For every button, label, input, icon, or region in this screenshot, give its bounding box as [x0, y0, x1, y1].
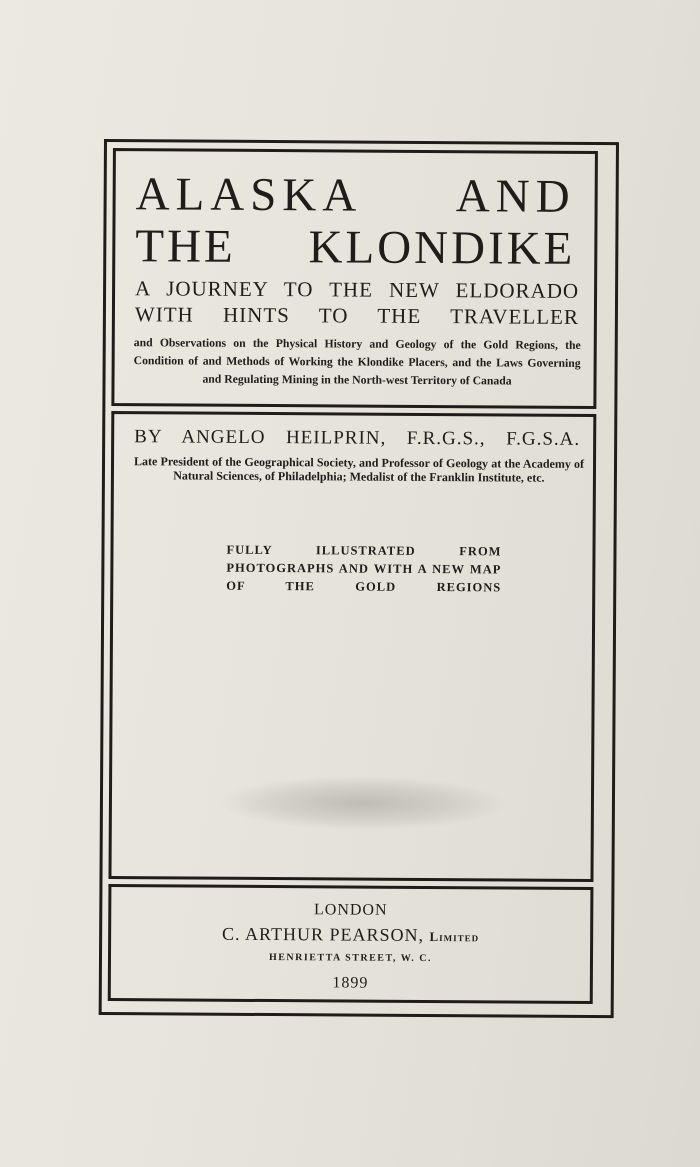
- author-description: Late President of the Geographical Society, and Professor of Geology at the Academy of Natural Sciences, of Philadelphia; Medalist of the Franklin Institute, etc.: [133, 454, 585, 485]
- imprint-address: HENRIETTA STREET, W. C.: [268, 952, 433, 965]
- subtitle-line-1: A JOURNEY TO THE NEW ELDORADO: [135, 276, 580, 303]
- publisher-suffix: Limited: [429, 929, 480, 945]
- author-panel: [108, 411, 596, 882]
- title-panel: [111, 148, 598, 409]
- book-title-line-2: THE KLONDIKE: [135, 220, 576, 275]
- observations-text: and Observations on the Physical History and Geology of the Gold Regions, the Condition of and Methods of Working the Klondike Placers, and the Laws Governing and Regulating Mining in the North-west Territory of Canada: [133, 336, 581, 388]
- imprint-panel: [108, 884, 594, 1004]
- imprint-city: LONDON: [313, 901, 388, 919]
- author-byline: BY ANGELO HEILPRIN, F.R.G.S., F.G.S.A.: [134, 426, 581, 450]
- subtitle-line-2: WITH HINTS TO THE TRAVELLER: [134, 302, 579, 329]
- paper-smudge: [217, 775, 507, 832]
- publisher-name: C. ARTHUR PEARSON,: [222, 923, 425, 945]
- imprint-year: 1899: [332, 974, 369, 992]
- title-page-frame: [99, 139, 619, 1018]
- book-title-line-1: ALASKA AND: [135, 168, 576, 223]
- imprint-publisher: [111, 923, 590, 947]
- illustration-note: FULLY ILLUSTRATED FROM PHOTOGRAPHS AND WITH A NEW MAP OF THE GOLD REGIONS: [226, 542, 502, 595]
